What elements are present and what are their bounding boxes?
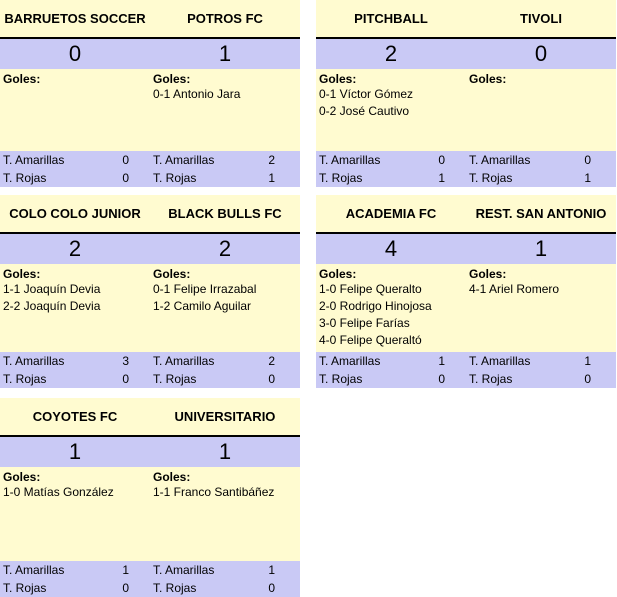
goal-entry: 0-1 Antonio Jara <box>153 87 241 101</box>
yellow-cards-row <box>319 352 463 370</box>
goal-entry: 4-1 Ariel Romero <box>469 282 560 296</box>
yellow-cards-row <box>153 352 297 370</box>
yellow-cards-count: 3 <box>122 354 129 368</box>
red-cards-label: T. Rojas <box>153 171 197 185</box>
yellow-cards-count: 2 <box>268 153 275 167</box>
goals-section <box>0 69 300 151</box>
teams-header <box>316 195 616 232</box>
away-score: 1 <box>534 236 548 261</box>
away-goals <box>150 467 300 561</box>
yellow-cards-label: T. Amarillas <box>153 563 215 577</box>
goals-section <box>316 69 616 151</box>
yellow-cards-row <box>469 352 613 370</box>
goals-section <box>0 264 300 352</box>
red-cards-row <box>469 370 613 388</box>
away-team-name: BLACK BULLS FC <box>168 206 282 221</box>
red-cards-label: T. Rojas <box>153 372 197 386</box>
yellow-cards-row <box>153 561 297 579</box>
goals-label: Goles: <box>469 267 507 281</box>
home-cards <box>0 561 150 597</box>
away-score: 2 <box>218 236 232 261</box>
red-cards-label: T. Rojas <box>3 171 47 185</box>
yellow-cards-count: 0 <box>438 153 445 167</box>
red-cards-label: T. Rojas <box>469 372 513 386</box>
goal-entry: 2-0 Rodrigo Hinojosa <box>319 299 432 313</box>
yellow-cards-label: T. Amarillas <box>469 354 531 368</box>
red-cards-count: 1 <box>438 171 445 185</box>
yellow-cards-label: T. Amarillas <box>319 354 381 368</box>
home-goals <box>0 467 150 561</box>
red-cards-row <box>153 579 297 597</box>
home-cards <box>316 352 466 388</box>
yellow-cards-count: 1 <box>584 354 591 368</box>
yellow-cards-count: 1 <box>122 563 129 577</box>
match-card <box>316 195 616 388</box>
yellow-cards-label: T. Amarillas <box>3 153 65 167</box>
score-row <box>316 232 616 264</box>
home-team-name: PITCHBALL <box>354 11 428 26</box>
goals-label: Goles: <box>469 72 507 86</box>
home-team-name: ACADEMIA FC <box>345 206 437 221</box>
away-team-name: UNIVERSITARIO <box>174 409 276 424</box>
home-goals <box>316 69 466 151</box>
away-cards <box>466 352 616 388</box>
red-cards-row <box>3 579 147 597</box>
away-cards <box>150 151 300 187</box>
yellow-cards-label: T. Amarillas <box>153 153 215 167</box>
red-cards-label: T. Rojas <box>3 581 47 595</box>
away-score: 1 <box>218 439 232 464</box>
home-goals <box>0 264 150 352</box>
goal-entry: 2-2 Joaquín Devia <box>3 299 101 313</box>
match-card <box>0 0 300 187</box>
home-cards <box>316 151 466 187</box>
goals-label: Goles: <box>153 470 191 484</box>
red-cards-label: T. Rojas <box>319 372 363 386</box>
home-score: 0 <box>68 41 82 66</box>
red-cards-row <box>3 370 147 388</box>
away-goals <box>150 264 300 352</box>
away-team-name: REST. SAN ANTONIO <box>475 206 607 221</box>
red-cards-row <box>319 370 463 388</box>
score-row <box>0 232 300 264</box>
goal-entry: 0-1 Víctor Gómez <box>319 87 414 101</box>
yellow-cards-label: T. Amarillas <box>153 354 215 368</box>
score-row <box>316 37 616 69</box>
yellow-cards-row <box>3 151 147 169</box>
yellow-cards-label: T. Amarillas <box>3 563 65 577</box>
away-goals <box>150 69 300 151</box>
red-cards-count: 0 <box>122 171 129 185</box>
away-cards <box>150 352 300 388</box>
goal-entry: 1-2 Camilo Aguilar <box>153 299 252 313</box>
goals-label: Goles: <box>3 72 41 86</box>
cards-section <box>0 561 300 597</box>
red-cards-count: 0 <box>122 581 129 595</box>
goal-entry: 3-0 Felipe Farías <box>319 316 410 330</box>
goal-entry: 1-0 Matías González <box>3 485 114 499</box>
home-cards <box>0 352 150 388</box>
red-cards-row <box>153 169 297 187</box>
red-cards-row <box>3 169 147 187</box>
match-card <box>0 195 300 388</box>
match-card <box>0 398 300 597</box>
yellow-cards-count: 0 <box>122 153 129 167</box>
away-team-name: POTROS FC <box>187 11 263 26</box>
goal-entry: 1-1 Franco Santibáñez <box>153 485 275 499</box>
red-cards-label: T. Rojas <box>3 372 47 386</box>
goals-section <box>316 264 616 352</box>
red-cards-count: 1 <box>584 171 591 185</box>
red-cards-count: 0 <box>268 581 275 595</box>
cards-section <box>0 151 300 187</box>
goal-entry: 1-1 Joaquín Devia <box>3 282 101 296</box>
home-cards <box>0 151 150 187</box>
goal-entry: 0-1 Felipe Irrazabal <box>153 282 257 296</box>
home-score: 2 <box>384 41 398 66</box>
goal-entry: 0-2 José Cautivo <box>319 104 410 118</box>
red-cards-label: T. Rojas <box>319 171 363 185</box>
away-team-name: TIVOLI <box>520 11 562 26</box>
home-team-name: BARRUETOS SOCCER <box>4 11 146 26</box>
red-cards-count: 0 <box>438 372 445 386</box>
cards-section <box>316 151 616 187</box>
red-cards-label: T. Rojas <box>469 171 513 185</box>
yellow-cards-row <box>469 151 613 169</box>
home-team-name: COLO COLO JUNIOR <box>9 206 141 221</box>
match-card <box>316 0 616 187</box>
yellow-cards-count: 1 <box>438 354 445 368</box>
yellow-cards-label: T. Amarillas <box>469 153 531 167</box>
score-row <box>0 435 300 467</box>
home-score: 1 <box>68 439 82 464</box>
yellow-cards-row <box>3 561 147 579</box>
goals-label: Goles: <box>153 72 191 86</box>
away-cards <box>466 151 616 187</box>
teams-header <box>0 195 300 232</box>
teams-header <box>0 0 300 37</box>
yellow-cards-count: 1 <box>268 563 275 577</box>
goals-label: Goles: <box>319 267 357 281</box>
score-row <box>0 37 300 69</box>
goals-label: Goles: <box>153 267 191 281</box>
cards-section <box>316 352 616 388</box>
goals-section <box>0 467 300 561</box>
home-goals <box>316 264 466 352</box>
home-score: 2 <box>68 236 82 261</box>
red-cards-count: 0 <box>584 372 591 386</box>
away-score: 1 <box>218 41 232 66</box>
home-score: 4 <box>384 236 398 261</box>
goals-label: Goles: <box>319 72 357 86</box>
home-goals <box>0 69 150 151</box>
goals-label: Goles: <box>3 470 41 484</box>
red-cards-row <box>153 370 297 388</box>
cards-section <box>0 352 300 388</box>
goals-label: Goles: <box>3 267 41 281</box>
red-cards-row <box>469 169 613 187</box>
yellow-cards-row <box>319 151 463 169</box>
goal-entry: 1-0 Felipe Queralto <box>319 282 422 296</box>
away-goals <box>466 264 616 352</box>
yellow-cards-count: 2 <box>268 354 275 368</box>
away-score: 0 <box>534 41 548 66</box>
home-team-name: COYOTES FC <box>32 409 118 424</box>
yellow-cards-row <box>153 151 297 169</box>
teams-header <box>0 398 300 435</box>
yellow-cards-count: 0 <box>584 153 591 167</box>
away-goals <box>466 69 616 151</box>
away-cards <box>150 561 300 597</box>
yellow-cards-row <box>3 352 147 370</box>
yellow-cards-label: T. Amarillas <box>319 153 381 167</box>
red-cards-count: 1 <box>268 171 275 185</box>
red-cards-row <box>319 169 463 187</box>
red-cards-count: 0 <box>268 372 275 386</box>
teams-header <box>316 0 616 37</box>
red-cards-label: T. Rojas <box>153 581 197 595</box>
red-cards-count: 0 <box>122 372 129 386</box>
yellow-cards-label: T. Amarillas <box>3 354 65 368</box>
goal-entry: 4-0 Felipe Queraltó <box>319 333 422 347</box>
